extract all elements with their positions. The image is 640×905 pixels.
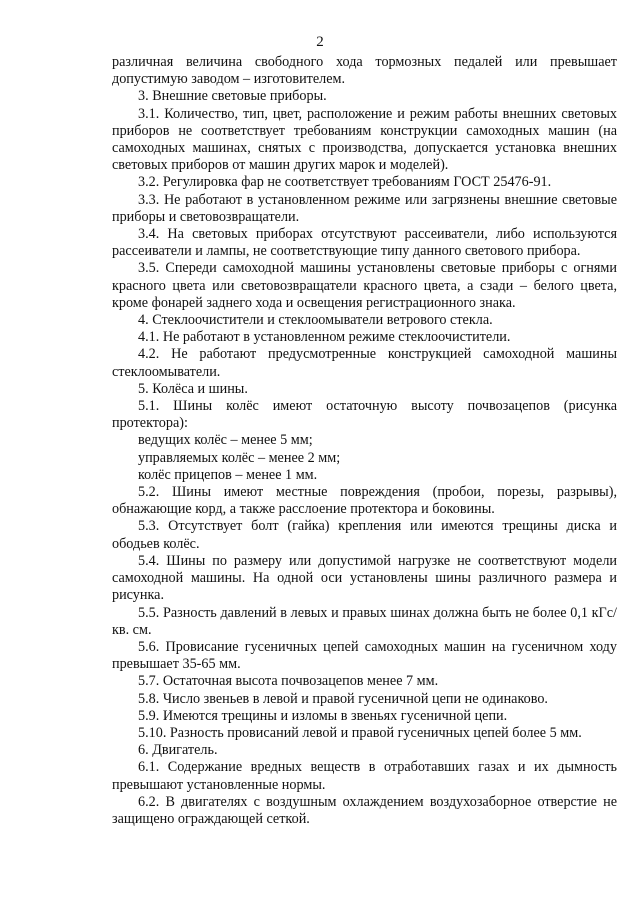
paragraph: 5.7. Остаточная высота почвозацепов менее 7 мм. xyxy=(138,673,439,690)
document-body xyxy=(112,54,617,828)
paragraph: 5.4. Шины по размеру или допустимой нагрузке не соответствуют модели самоходной машины. На одной оси установлены шины различного размера и рисунка. xyxy=(112,552,617,604)
paragraph: 5.1. Шины колёс имеют остаточную высоту почвозацепов (рисунка протектора): xyxy=(112,398,617,432)
paragraph: 5.10. Разность провисаний левой и правой гусеничных цепей более 5 мм. xyxy=(138,724,582,741)
paragraph: 5.9. Имеются трещины и изломы в звеньях гусеничной цепи. xyxy=(138,707,508,724)
paragraph: 4.2. Не работают предусмотренные конструкцией самоходной машины стеклоомыватели. xyxy=(112,346,617,380)
paragraph: 3.1. Количество, тип, цвет, расположение и режим работы внешних световых приборов не соответствует требованиям конструкции самоходных машин (на самоходных машинах, снятых с производства, допускается установка внешних световых приборов от машин других марок и моделей). xyxy=(112,105,617,174)
paragraph: 3.5. Спереди самоходной машины установлены световые приборы с огнями красного цвета или световозвращатели красного цвета, а сзади – белого цвета, кроме фонарей заднего хода и освещения регистрационного знака. xyxy=(112,260,617,311)
paragraph: 6.2. В двигателях с воздушным охлаждением воздухозаборное отверстие не защищено ограждающей сеткой. xyxy=(112,793,617,827)
page-number: 2 xyxy=(316,34,324,50)
paragraph: 3. Внешние световые приборы. xyxy=(138,88,327,105)
paragraph: управляемых колёс – менее 2 мм; xyxy=(138,449,341,466)
paragraph: 5.2. Шины имеют местные повреждения (пробои, порезы, разрывы), обнажающие корд, а также расслоение протектора и боковины. xyxy=(112,484,617,518)
paragraph: различная величина свободного хода тормозных педалей или превышает допустимую заводом – изготовителем. xyxy=(112,54,617,88)
paragraph: 5. Колёса и шины. xyxy=(138,380,248,397)
paragraph: 6.1. Содержание вредных веществ в отработавших газах и их дымность превышают установленные нормы. xyxy=(112,759,617,793)
paragraph: 3.2. Регулировка фар не соответствует требованиям ГОСТ 25476-91. xyxy=(138,174,552,191)
paragraph: 5.8. Число звеньев в левой и правой гусеничной цепи не одинаково. xyxy=(138,690,548,707)
paragraph: 4.1. Не работают в установленном режиме стеклоочистители. xyxy=(138,329,511,346)
paragraph: 5.3. Отсутствует болт (гайка) крепления или имеются трещины диска и ободьев колёс. xyxy=(112,518,617,552)
paragraph: 5.5. Разность давлений в левых и правых шинах должна быть не более 0,1 кГс/кв. см. xyxy=(112,604,617,638)
paragraph: 3.3. Не работают в установленном режиме или загрязнены внешние световые приборы и световозвращатели. xyxy=(112,191,617,225)
paragraph: 5.6. Провисание гусеничных цепей самоходных машин на гусеничном ходу превышает 35-65 мм. xyxy=(112,638,617,673)
paragraph: 6. Двигатель. xyxy=(138,742,218,759)
paragraph: 3.4. На световых приборах отсутствуют рассеиватели, либо используются рассеиватели и лампы, не соответствующие типу данного светового прибора. xyxy=(112,226,617,260)
paragraph: 4. Стеклоочистители и стеклоомыватели ветрового стекла. xyxy=(138,312,493,329)
paragraph: колёс прицепов – менее 1 мм. xyxy=(138,466,318,483)
paragraph: ведущих колёс – менее 5 мм; xyxy=(138,432,313,449)
